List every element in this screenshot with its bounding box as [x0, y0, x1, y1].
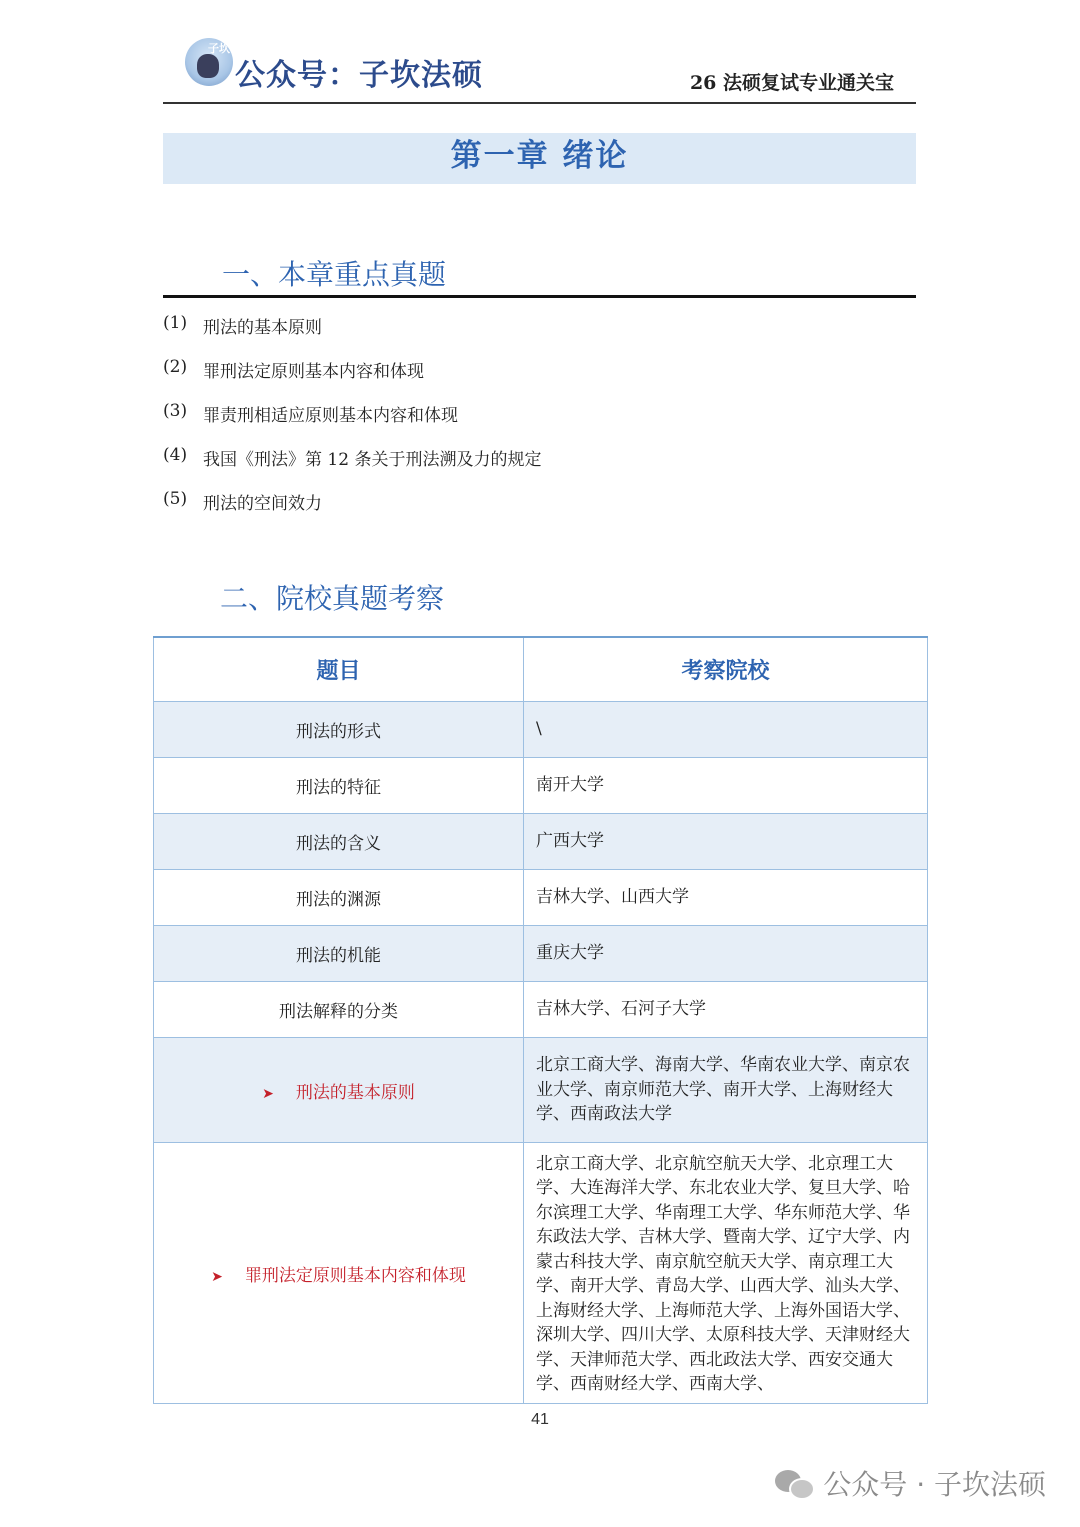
topic-cell: 刑法的形式	[154, 702, 524, 758]
account-logo-icon	[185, 38, 233, 86]
chapter-title-band	[163, 133, 916, 184]
arrow-bullet-icon: ➤	[262, 1085, 274, 1102]
schools-cell: 吉林大学、山西大学	[524, 870, 928, 926]
schools-cell: 南开大学	[524, 758, 928, 814]
schools-cell: 北京工商大学、北京航空航天大学、北京理工大学、大连海洋大学、东北农业大学、复旦大学、哈尔滨理工大学、华南理工大学、华东师范大学、华东政法大学、吉林大学、暨南大学、辽宁大学、内蒙古科技大学、南京航空航天大学、南京理工大学、南开大学、青岛大学、山西大学、汕头大学、上海财经大学、上海师范大学、上海外国语大学、深圳大学、四川大学、太原科技大学、天津财经大学、天津师范大学、西北政法大学、西安交通大学、西南财经大学、西南大学、	[524, 1143, 928, 1404]
topic-cell-highlight	[154, 1038, 524, 1143]
topic-cell: 刑法解释的分类	[154, 982, 524, 1038]
list-item-text: 刑法的空间效力	[203, 494, 322, 514]
list-item	[163, 313, 863, 357]
table-row	[154, 702, 928, 758]
list-item	[163, 357, 863, 401]
list-item-number: (1)	[163, 313, 188, 333]
list-item-number: (3)	[163, 401, 188, 421]
table-row	[154, 814, 928, 870]
table-row	[154, 758, 928, 814]
topic-text: 罪刑法定原则基本内容和体现	[244, 1265, 466, 1286]
key-points-list	[163, 313, 863, 533]
watermark-text: 公众号 · 子坎法硕	[823, 1468, 1046, 1501]
section2-title: 二、院校真题考察	[220, 582, 445, 615]
column-header-schools: 考察院校	[524, 637, 928, 702]
topic-cell: 刑法的渊源	[154, 870, 524, 926]
chapter-title: 第一章 绪论	[450, 138, 629, 174]
wechat-icon	[775, 1468, 813, 1498]
list-item-number: (5)	[163, 489, 188, 509]
topic-cell: 刑法的机能	[154, 926, 524, 982]
list-item	[163, 401, 863, 445]
page-number: 41	[531, 1411, 549, 1428]
table-row	[154, 870, 928, 926]
table-row-highlight	[154, 1038, 928, 1143]
table-row	[154, 982, 928, 1038]
topic-text: 刑法的基本原则	[295, 1082, 415, 1103]
section1-title: 一、本章重点真题	[222, 258, 447, 291]
schools-cell: 重庆大学	[524, 926, 928, 982]
list-item-number: (2)	[163, 357, 188, 377]
account-name: 公众号：子坎法硕	[235, 58, 483, 93]
list-item	[163, 489, 863, 533]
list-item-text: 刑法的基本原则	[203, 318, 322, 338]
list-item-text: 我国《刑法》第 12 条关于刑法溯及力的规定	[203, 450, 542, 470]
logo-avatar-figure	[197, 54, 219, 78]
topic-cell: 刑法的特征	[154, 758, 524, 814]
schools-cell: 吉林大学、石河子大学	[524, 982, 928, 1038]
list-item-text: 罪刑法定原则基本内容和体现	[203, 362, 424, 382]
wechat-watermark	[775, 1463, 1046, 1503]
exam-topics-table	[153, 636, 928, 1404]
section1-divider	[163, 295, 916, 298]
schools-cell: 广西大学	[524, 814, 928, 870]
arrow-bullet-icon: ➤	[211, 1268, 223, 1285]
list-item-number: (4)	[163, 445, 188, 465]
schools-cell: 北京工商大学、海南大学、华南农业大学、南京农业大学、南京师范大学、南开大学、上海财经大学、西南政法大学	[524, 1038, 928, 1143]
topic-cell: 刑法的含义	[154, 814, 524, 870]
table-header-row	[154, 637, 928, 702]
page-header	[163, 30, 916, 104]
schools-cell: \	[524, 702, 928, 758]
list-item	[163, 445, 863, 489]
topic-cell-highlight	[154, 1143, 524, 1404]
document-title: 26 法硕复试专业通关宝	[689, 72, 894, 94]
column-header-topic: 题目	[154, 637, 524, 702]
table-row	[154, 926, 928, 982]
list-item-text: 罪责刑相适应原则基本内容和体现	[203, 406, 458, 426]
logo-glyph: 子坎	[208, 42, 230, 55]
table-row-highlight	[154, 1143, 928, 1404]
